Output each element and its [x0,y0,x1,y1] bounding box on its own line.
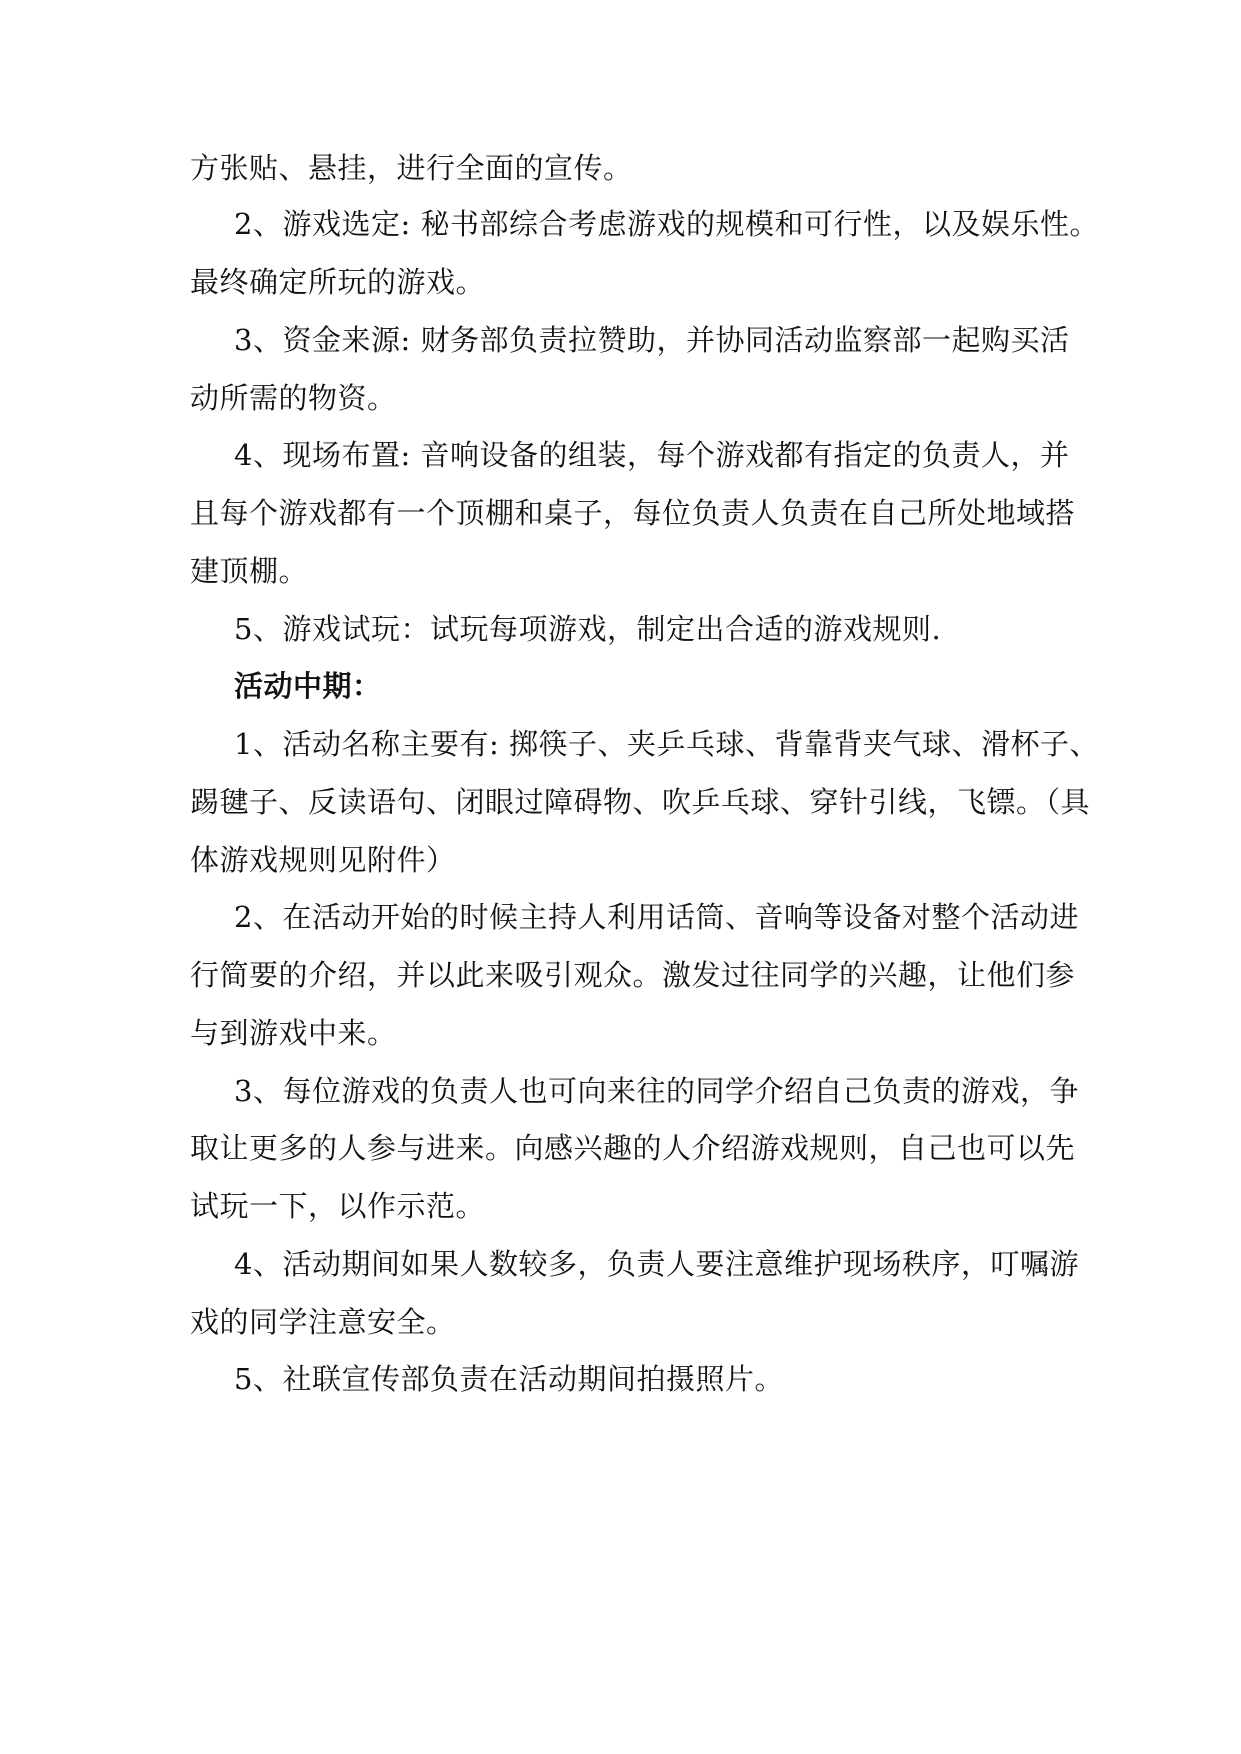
text-line-21: 5、社联宣传部负责在活动期间拍摄照片。 [234,1362,784,1396]
text-line-14: 行简要的介绍，并以此来吸引观众。激发过往同学的兴趣，让他们参 [190,958,1076,992]
text-line-1: 方张贴、悬挂，进行全面的宣传。 [190,151,633,185]
section-heading: 活动中期： [234,669,382,703]
text-line-3: 最终确定所玩的游戏。 [190,265,486,299]
text-line-7: 且每个游戏都有一个顶棚和桌子，每位负责人负责在自己所处地域搭 [190,496,1076,530]
text-line-16: 3、每位游戏的负责人也可向来往的同学介绍自己负责的游戏，争 [234,1074,1079,1108]
text-line-17: 取让更多的人参与进来。向感兴趣的人介绍游戏规则，自己也可以先 [190,1131,1076,1165]
text-line-15: 与到游戏中来。 [190,1016,397,1050]
text-line-18: 试玩一下，以作示范。 [190,1189,486,1223]
text-line-19: 4、活动期间如果人数较多，负责人要注意维护现场秩序，叮嘱游 [234,1247,1079,1281]
text-line-9: 5、游戏试玩：试玩每项游戏，制定出合适的游戏规则. [234,612,942,646]
text-line-10: 1、活动名称主要有: 掷筷子、夹乒乓球、背靠背夹气球、滑杯子、 [234,727,1099,761]
text-line-2: 2、游戏选定: 秘书部综合考虑游戏的规模和可行性，以及娱乐性。 [234,207,1099,241]
text-line-8: 建顶棚。 [190,554,309,588]
text-line-20: 戏的同学注意安全。 [190,1305,456,1339]
text-line-4: 3、资金来源: 财务部负责拉赞助，并协同活动监察部一起购买活 [234,323,1070,357]
text-line-6: 4、现场布置: 音响设备的组装，每个游戏都有指定的负责人，并 [234,438,1070,472]
text-line-12: 体游戏规则见附件） [190,843,456,877]
text-line-13: 2、在活动开始的时候主持人利用话筒、音响等设备对整个活动进 [234,900,1079,934]
text-line-11: 踢毽子、反读语句、闭眼过障碍物、吹乒乓球、穿针引线，飞镖。（具 [190,785,1091,819]
text-line-5: 动所需的物资。 [190,381,397,415]
